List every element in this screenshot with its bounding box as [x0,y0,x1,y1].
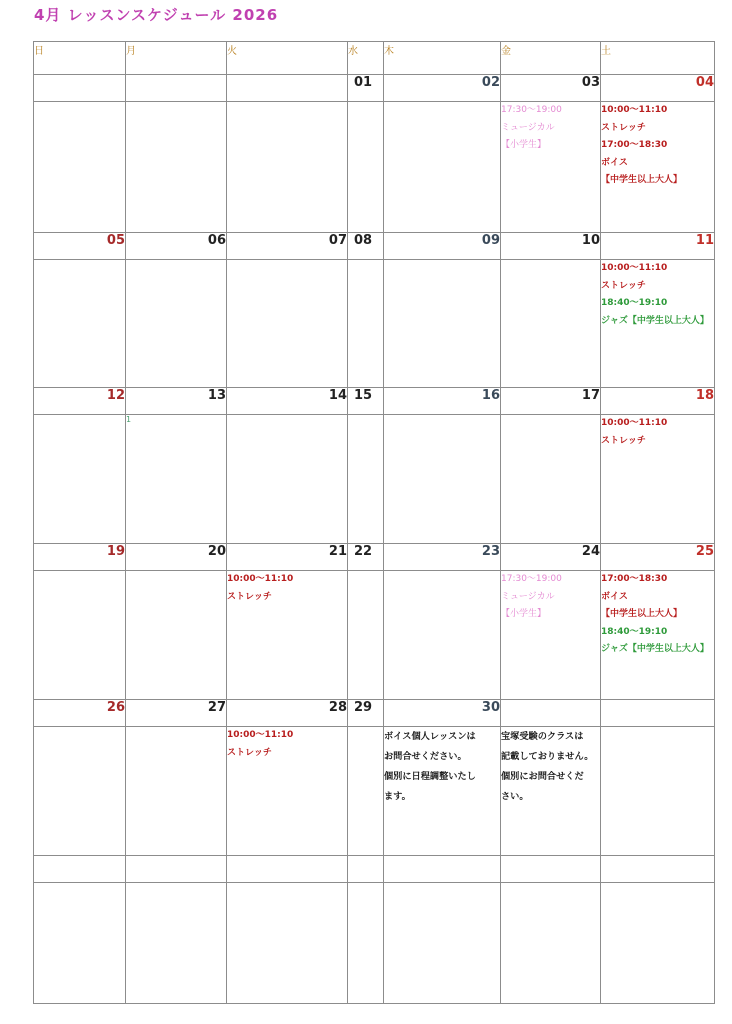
event-cell-mon [126,883,227,1004]
event-line: 18:40～19:10 [601,626,668,637]
event-cell-sat [601,260,715,388]
date-cell-sat: 25 [601,544,715,571]
date-row [34,856,715,883]
date-cell-thu: 16 [384,388,501,415]
event-cell-fri [501,883,601,1004]
date-cell-thu [384,856,501,883]
date-row [34,75,715,102]
event-line: 17:00～18:30 [601,140,668,150]
date-cell-tue [227,75,348,102]
event-cell-sun [34,260,126,388]
event-line: ストレッチ [601,122,646,133]
date-cell-mon [126,75,227,102]
weekday-header: 木 [384,42,501,75]
event-cell-sat [601,415,715,544]
event-line: ミュージカル [501,591,555,602]
date-cell-mon: 20 [126,544,227,571]
date-cell-sun: 19 [34,544,126,571]
weekday-header: 金 [501,42,601,75]
voice-note-line: ます。 [384,791,411,802]
date-cell-sun: 12 [34,388,126,415]
event-line: 10:00～11:10 [227,574,294,584]
event-line: 【中学生以上大人】 [601,609,683,619]
event-cell-thu [384,415,501,544]
date-cell-sun: 05 [34,233,126,260]
date-cell-tue [227,856,348,883]
voice-note-line: お問合せください。 [384,751,467,762]
event-cell-sun [34,727,126,856]
date-cell-wed: 08 [348,233,384,260]
event-cell-tue [227,260,348,388]
event-cell-mon [126,102,227,233]
event-line: 10:00～11:10 [601,418,668,428]
event-cell-fri [501,102,601,233]
event-line: ボイス [601,157,628,168]
event-cell-sat [601,571,715,700]
event-line: 18:40～19:10 [601,298,668,308]
event-line: 10:00～11:10 [227,730,294,740]
event-line: ジャズ【中学生以上大人】 [601,315,709,326]
date-cell-sun: 26 [34,700,126,727]
weekday-header-row [34,42,715,75]
date-cell-thu: 30 [384,700,501,727]
event-cell-sun [34,883,126,1004]
takarazuka-note-line: 宝塚受験のクラスは [501,731,584,742]
event-row [34,571,715,700]
event-cell-thu [384,727,501,856]
event-cell-mon [126,571,227,700]
date-cell-mon: 06 [126,233,227,260]
date-cell-fri: 24 [501,544,601,571]
event-line: 【中学生以上大人】 [601,175,683,185]
weekday-header: 日 [34,42,126,75]
date-row [34,700,715,727]
date-cell-wed: 29 [348,700,384,727]
event-cell-sat [601,727,715,856]
date-cell-fri: 10 [501,233,601,260]
event-row [34,727,715,856]
date-cell-thu: 02 [384,75,501,102]
date-cell-sat: 18 [601,388,715,415]
voice-note-line: 個別に日程調整いたし [384,771,476,782]
date-cell-fri [501,700,601,727]
date-cell-thu: 23 [384,544,501,571]
takarazuka-note-line: さい。 [501,791,529,802]
event-line: ストレッチ [227,747,272,758]
event-cell-mon [126,727,227,856]
event-cell-sat [601,883,715,1004]
event-cell-fri [501,571,601,700]
event-cell-tue [227,102,348,233]
date-cell-sat [601,856,715,883]
event-cell-thu [384,260,501,388]
voice-note-line: ボイス個人レッスンは [384,731,476,742]
event-line: 【小学生】 [501,140,547,150]
event-cell-mon [126,260,227,388]
event-cell-wed [348,260,384,388]
event-row [34,102,715,233]
date-cell-sat: 04 [601,75,715,102]
date-cell-sun [34,75,126,102]
event-cell-tue [227,415,348,544]
event-cell-mon [126,415,227,544]
date-cell-tue: 21 [227,544,348,571]
event-cell-fri [501,415,601,544]
event-row [34,415,715,544]
event-line: ストレッチ [601,435,646,446]
event-cell-sun [34,571,126,700]
date-cell-sat [601,700,715,727]
date-cell-wed: 15 [348,388,384,415]
event-row [34,883,715,1004]
weekday-header: 水 [348,42,384,75]
event-cell-wed [348,102,384,233]
event-line: ボイス [601,591,628,602]
cell-mark: 1 [126,415,132,424]
date-cell-wed [348,856,384,883]
event-line: ストレッチ [227,591,272,602]
event-cell-sun [34,102,126,233]
event-line: ミュージカル [501,122,555,133]
date-cell-wed: 01 [348,75,384,102]
date-cell-wed: 22 [348,544,384,571]
event-cell-sun [34,415,126,544]
date-cell-sat: 11 [601,233,715,260]
weekday-header: 月 [126,42,227,75]
date-row [34,388,715,415]
weekday-header: 火 [227,42,348,75]
date-cell-fri: 17 [501,388,601,415]
event-cell-tue [227,727,348,856]
event-line: 17:00～18:30 [601,574,668,584]
date-cell-tue: 14 [227,388,348,415]
event-cell-wed [348,883,384,1004]
event-line: 【小学生】 [501,609,547,619]
event-line: ストレッチ [601,280,646,291]
event-cell-fri [501,727,601,856]
event-row [34,260,715,388]
date-cell-mon: 27 [126,700,227,727]
event-cell-thu [384,102,501,233]
weekday-header: 土 [601,42,715,75]
date-cell-thu: 09 [384,233,501,260]
event-cell-tue [227,571,348,700]
event-cell-thu [384,571,501,700]
event-cell-fri [501,260,601,388]
event-line: 17:30～19:00 [501,574,562,584]
date-cell-sun [34,856,126,883]
event-line: 10:00～11:10 [601,263,668,273]
calendar-grid [33,41,715,1004]
date-cell-tue: 28 [227,700,348,727]
date-cell-fri [501,856,601,883]
event-cell-tue [227,883,348,1004]
date-row [34,233,715,260]
event-cell-wed [348,571,384,700]
event-line: 10:00～11:10 [601,105,668,115]
date-cell-mon [126,856,227,883]
date-cell-fri: 03 [501,75,601,102]
event-cell-wed [348,415,384,544]
takarazuka-note-line: 記載しておりません。 [501,751,594,762]
event-line: 17:30～19:00 [501,105,562,115]
page-title: 4月 レッスンスケジュール 2026 [34,6,279,24]
event-line: ジャズ【中学生以上大人】 [601,644,709,654]
event-cell-wed [348,727,384,856]
event-cell-sat [601,102,715,233]
event-cell-thu [384,883,501,1004]
takarazuka-note-line: 個別にお問合せくだ [501,771,584,782]
date-cell-mon: 13 [126,388,227,415]
date-cell-tue: 07 [227,233,348,260]
date-row [34,544,715,571]
